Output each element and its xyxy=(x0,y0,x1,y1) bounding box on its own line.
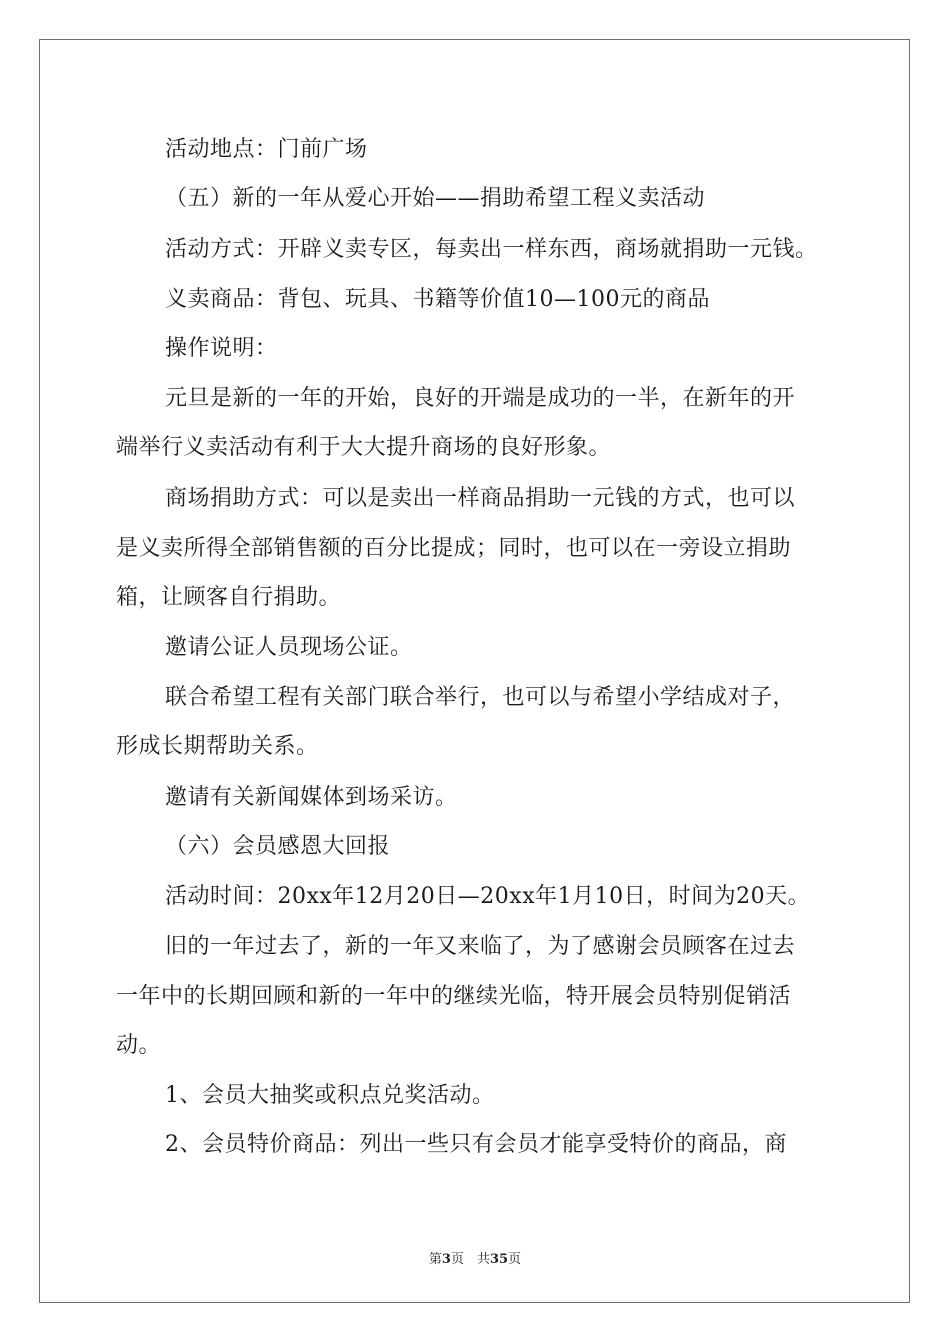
text-line: 1、会员大抽奖或积点兑奖活动。 xyxy=(165,1083,495,1108)
text-line: 联合希望工程有关部门联合举行，也可以与希望小学结成对子， xyxy=(165,685,796,710)
text-line: 商场捐助方式：可以是卖出一样商品捐助一元钱的方式，也可以 xyxy=(165,486,796,511)
text-line: 邀请公证人员现场公证。 xyxy=(165,635,413,660)
page-border xyxy=(39,39,910,1303)
text-line: 义卖商品：背包、玩具、书籍等价值10—100元的商品 xyxy=(165,287,710,312)
text-line: 活动方式：开辟义卖专区，每卖出一样东西，商场就捐助一元钱。 xyxy=(165,237,818,262)
footer-mid: 页 共 xyxy=(450,1252,490,1267)
text-line: （五）新的一年从爱心开始——捐助希望工程义卖活动 xyxy=(165,186,706,211)
text-line: 活动地点：门前广场 xyxy=(165,137,368,162)
text-line: 端举行义卖活动有利于大大提升商场的良好形象。 xyxy=(116,435,612,460)
page-number: 3 xyxy=(441,1252,451,1267)
footer-suffix: 页 xyxy=(508,1252,522,1267)
text-line: 箱，让顾客自行捐助。 xyxy=(116,585,342,610)
page-footer xyxy=(0,1248,950,1267)
text-line: 一年中的长期回顾和新的一年中的继续光临，特开展会员特别促销活 xyxy=(116,984,792,1009)
text-line: 操作说明： xyxy=(165,336,278,361)
text-line: 形成长期帮助关系。 xyxy=(116,734,319,759)
text-line: （六）会员感恩大回报 xyxy=(165,834,391,859)
text-line: 活动时间：20xx年12月20日—20xx年1月10日，时间为20天。 xyxy=(165,884,811,909)
text-line: 2、会员特价商品：列出一些只有会员才能享受特价的商品，商 xyxy=(165,1132,787,1157)
footer-prefix: 第 xyxy=(428,1252,442,1267)
text-line: 动。 xyxy=(116,1033,162,1058)
text-line: 元旦是新的一年的开始，良好的开端是成功的一半，在新年的开 xyxy=(165,386,796,411)
text-line: 旧的一年过去了，新的一年又来临了，为了感谢会员顾客在过去 xyxy=(165,934,796,959)
text-line: 邀请有关新闻媒体到场采访。 xyxy=(165,785,458,810)
total-pages: 35 xyxy=(489,1252,509,1267)
text-line: 是义卖所得全部销售额的百分比提成；同时，也可以在一旁设立捐助 xyxy=(116,536,792,561)
